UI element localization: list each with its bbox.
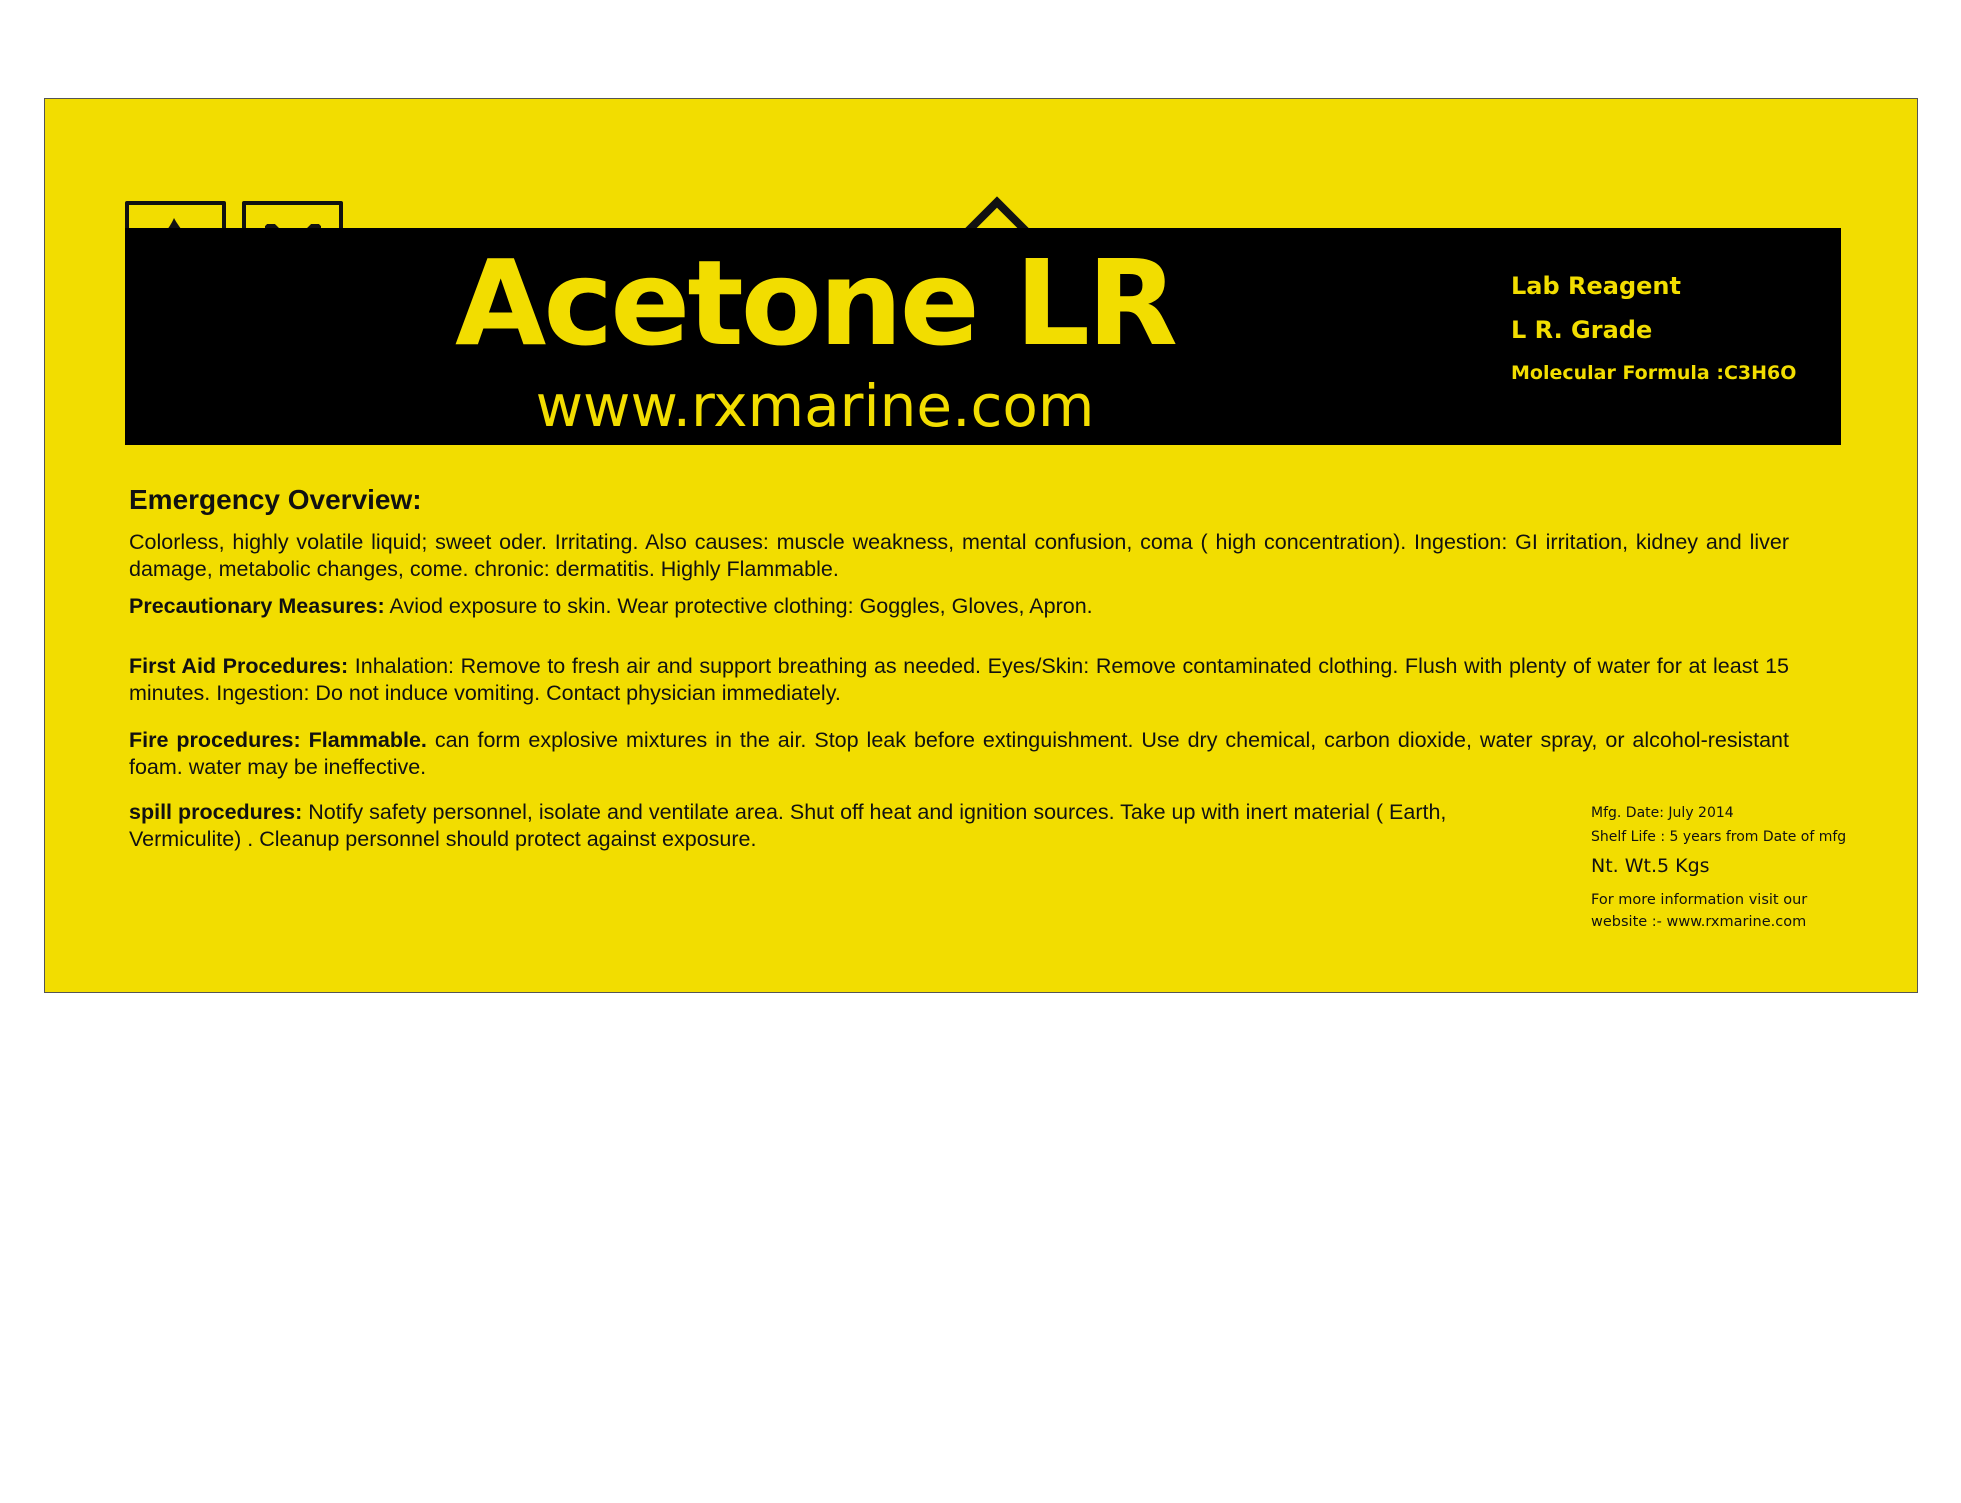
- molecular-formula: Molecular Formula :C3H6O: [1511, 362, 1797, 384]
- net-weight: Nt. Wt.5 Kgs: [1591, 855, 1710, 877]
- banner-website: www.rxmarine.com: [535, 372, 1095, 440]
- emergency-overview-text: Colorless, highly volatile liquid; sweet oder. Irritating. Also causes: muscle weakness, mental confusion, coma ( high concentration). Ingestion: GI irritation, kidney and liver damage, metabolic changes, come. chronic: dermatitis. Highly Flammable.: [129, 530, 1789, 581]
- shelf-life: Shelf Life : 5 years from Date of mfg: [1591, 829, 1847, 845]
- mfg-date: Mfg. Date: July 2014: [1591, 805, 1734, 821]
- first-aid-label: First Aid Procedures:: [129, 654, 349, 678]
- fire-procedures: [129, 727, 1789, 781]
- grade-lr: L R. Grade: [1511, 316, 1653, 344]
- chemical-label: [44, 98, 1918, 993]
- spill-procedures: [129, 799, 1524, 853]
- product-banner: [125, 228, 1841, 445]
- product-title: Acetone LR: [455, 234, 1175, 372]
- more-info-website: For more information visit our website :- www.rxmarine.com: [1591, 892, 1808, 930]
- first-aid-procedures: [129, 653, 1789, 707]
- precautionary-measures: [129, 593, 1789, 620]
- fire-text: can form explosive mixtures in the air. Stop leak before extinguishment. Use dry chemical, carbon dioxide, water spray, or alcohol-resistant foam. water may be ineffective.: [129, 728, 1789, 779]
- first-aid-text: Inhalation: Remove to fresh air and support breathing as needed. Eyes/Skin: Remove contaminated clothing. Flush with plenty of water for at least 15 minutes. Ingestion: Do not induce vomiting. Contact physician immediately.: [129, 654, 1789, 705]
- precautionary-text: Aviod exposure to skin. Wear protective clothing: Goggles, Gloves, Apron.: [384, 594, 1093, 618]
- spill-label: spill procedures:: [129, 800, 303, 824]
- grade-lab-reagent: Lab Reagent: [1511, 272, 1681, 300]
- fire-label: Fire procedures: Flammable.: [129, 728, 427, 752]
- emergency-heading: Emergency Overview:: [129, 484, 422, 515]
- spill-text: Notify safety personnel, isolate and ventilate area. Shut off heat and ignition sources. Take up with inert material ( Earth, Vermiculite) . Cleanup personnel should protect against exposure.: [129, 800, 1447, 851]
- precautionary-label: Precautionary Measures:: [129, 594, 385, 618]
